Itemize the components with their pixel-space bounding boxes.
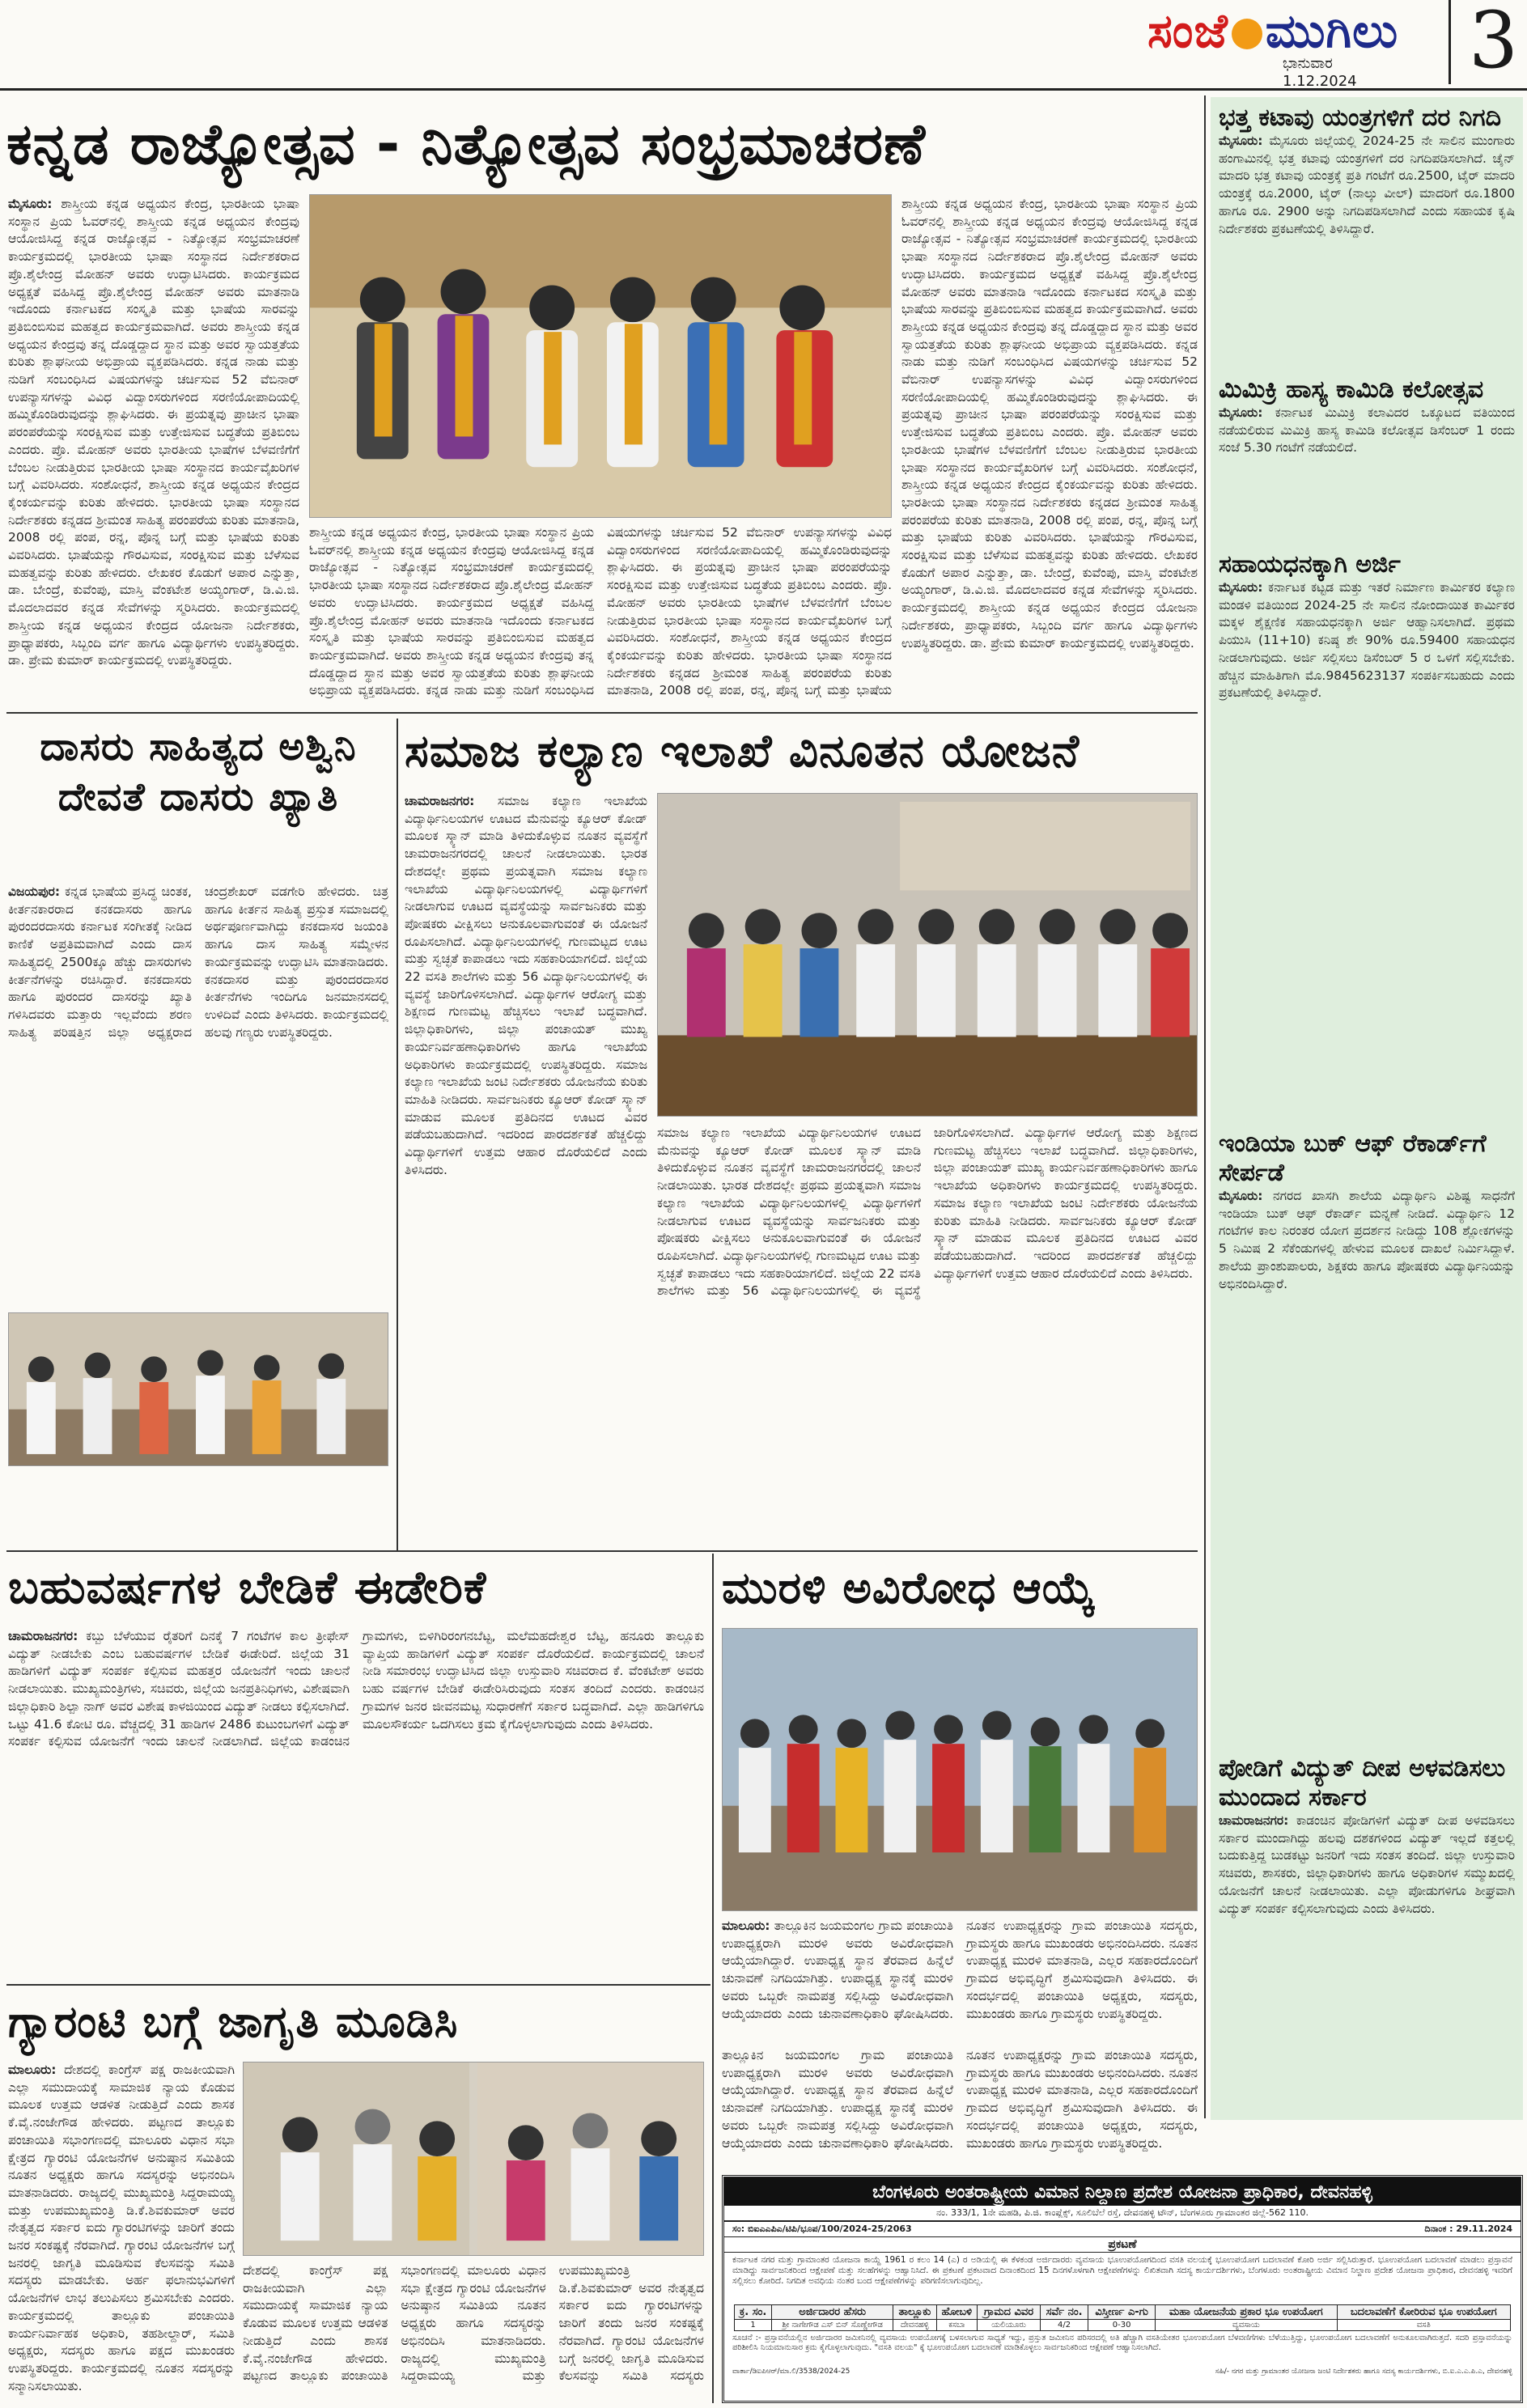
- story1-col4: [901, 196, 1198, 706]
- sidebar-item-body: [1219, 405, 1515, 542]
- notice-table-header-cell: ಬದಲಾವಣೆಗೆ ಕೋರಿರುವ ಭೂ ಉಪಯೋಗ: [1337, 2305, 1510, 2320]
- divider: [712, 2047, 714, 2403]
- notice-signatory: ಸಹಿ/- ನಗರ ಮತ್ತು ಗ್ರಾಮಾಂತರ ಯೋಜನಾ ಜಂಟಿ ನಿರ್ದೇಶಕರು ಹಾಗೂ ಸದಸ್ಯ ಕಾರ್ಯದರ್ಶಿಗಳು, ಬಿ.ಐ.ಎ.ಎ.ಪಿ.ಎ, ದೇವನಹಳ್ಳಿ: [1215, 2368, 1512, 2376]
- story5-headline: ಮುರಳಿ ಅವಿರೋಧ ಆಯ್ಕೆ: [722, 1562, 1096, 1613]
- notice-ref-number: ಸಂ: ಬಿಐಎಎಪಿಎ/ಟಿಪಿ/ಭೂಪ/100/2024-25/2063: [732, 2224, 912, 2234]
- notice-table-header-cell: ತಾಲ್ಲೂಕು: [893, 2305, 936, 2320]
- sidebar-item-body: [1219, 579, 1515, 1121]
- story5-photo: [722, 1628, 1198, 1911]
- sidebar-item-dateline: ಮೈಸೂರು:: [1219, 405, 1263, 420]
- sidebar-item-dateline: ಮೈಸೂರು:: [1219, 1189, 1263, 1203]
- story5-text-continued: ತಾಲ್ಲೂಕಿನ ಜಯಮಂಗಲ ಗ್ರಾಮ ಪಂಚಾಯಿತಿ ಉಪಾಧ್ಯಕ್ಷರಾಗಿ ಮುರಳಿ ಅವರು ಅವಿರೋಧವಾಗಿ ಆಯ್ಕೆಯಾಗಿದ್ದಾರೆ. ಉಪಾಧ್ಯಕ್ಷ ಸ್ಥಾನ ತೆರವಾದ ಹಿನ್ನೆಲೆ ಚುನಾವಣೆ ನಿಗದಿಯಾಗಿತ್ತು. ಉಪಾಧ್ಯಕ್ಷ ಸ್ಥಾನಕ್ಕೆ ಮುರಳಿ ಅವರು ಒಬ್ಬರೇ ನಾಮಪತ್ರ ಸಲ್ಲಿಸಿದ್ದು ಅವಿರೋಧವಾಗಿ ಆಯ್ಕೆಯಾದರು ಎಂದು ಚುನಾವಣಾಧಿಕಾರಿ ಘೋಷಿಸಿದರು. ನೂತನ ಉಪಾಧ್ಯಕ್ಷರನ್ನು ಗ್ರಾಮ ಪಂಚಾಯಿತಿ ಸದಸ್ಯರು, ಗ್ರಾಮಸ್ಥರು ಹಾಗೂ ಮುಖಂಡರು ಅಭಿನಂದಿಸಿದರು. ನೂತನ ಉಪಾಧ್ಯಕ್ಷ ಮುರಳಿ ಮಾತನಾಡಿ, ಎಲ್ಲರ ಸಹಕಾರದೊಂದಿಗೆ ಗ್ರಾಮದ ಅಭಿವೃದ್ಧಿಗೆ ಶ್ರಮಿಸುವುದಾಗಿ ತಿಳಿಸಿದರು. ಈ ಸಂದರ್ಭದಲ್ಲಿ ಪಂಚಾಯಿತಿ ಅಧ್ಯಕ್ಷರು, ಸದಸ್ಯರು, ಮುಖಂಡರು ಹಾಗೂ ಗ್ರಾಮಸ್ಥರು ಉಪಸ್ಥಿತರಿದ್ದರು.: [722, 2048, 1198, 2151]
- story1-continued: [309, 524, 892, 706]
- story3-text-continued: ಸಮಾಜ ಕಲ್ಯಾಣ ಇಲಾಖೆಯ ವಿದ್ಯಾರ್ಥಿನಿಲಯಗಳ ಊಟದ ಮೆನುವನ್ನು ಕ್ಯೂಆರ್ ಕೋಡ್ ಮೂಲಕ ಸ್ಕ್ಯಾನ್ ಮಾಡಿ ತಿಳಿದುಕೊಳ್ಳುವ ನೂತನ ವ್ಯವಸ್ಥೆಗೆ ಚಾಮರಾಜನಗರದಲ್ಲಿ ಚಾಲನೆ ನೀಡಲಾಯಿತು. ಭಾರತ ದೇಶದಲ್ಲೇ ಪ್ರಥಮ ಪ್ರಯತ್ನವಾಗಿ ಸಮಾಜ ಕಲ್ಯಾಣ ಇಲಾಖೆಯ ವಿದ್ಯಾರ್ಥಿನಿಲಯಗಳಲ್ಲಿ ವಿದ್ಯಾರ್ಥಿಗಳಿಗೆ ನೀಡಲಾಗುವ ಊಟದ ವ್ಯವಸ್ಥೆಯನ್ನು ಸಾರ್ವಜನಿಕರು ಮತ್ತು ಪೋಷಕರು ವೀಕ್ಷಿಸಲು ಅನುಕೂಲವಾಗುವಂತೆ ಈ ಯೋಜನೆ ರೂಪಿಸಲಾಗಿದೆ. ವಿದ್ಯಾರ್ಥಿನಿಲಯಗಳಲ್ಲಿ ಗುಣಮಟ್ಟದ ಊಟ ಮತ್ತು ಸ್ವಚ್ಛತೆ ಕಾಪಾಡಲು ಇದು ಸಹಕಾರಿಯಾಗಲಿದೆ. ಜಿಲ್ಲೆಯ 22 ವಸತಿ ಶಾಲೆಗಳು ಮತ್ತು 56 ವಿದ್ಯಾರ್ಥಿನಿಲಯಗಳಲ್ಲಿ ಈ ವ್ಯವಸ್ಥೆ ಜಾರಿಗೊಳಿಸಲಾಗಿದೆ. ವಿದ್ಯಾರ್ಥಿಗಳ ಆರೋಗ್ಯ ಮತ್ತು ಶಿಕ್ಷಣದ ಗುಣಮಟ್ಟ ಹೆಚ್ಚಿಸಲು ಇಲಾಖೆ ಬದ್ಧವಾಗಿದೆ. ಜಿಲ್ಲಾಧಿಕಾರಿಗಳು, ಜಿಲ್ಲಾ ಪಂಚಾಯತ್ ಮುಖ್ಯ ಕಾರ್ಯನಿರ್ವಹಣಾಧಿಕಾರಿಗಳು ಹಾಗೂ ಇಲಾಖೆಯ ಅಧಿಕಾರಿಗಳು ಕಾರ್ಯಕ್ರಮದಲ್ಲಿ ಉಪಸ್ಥಿತರಿದ್ದರು. ಸಮಾಜ ಕಲ್ಯಾಣ ಇಲಾಖೆಯ ಜಂಟಿ ನಿರ್ದೇಶಕರು ಯೋಜನೆಯ ಕುರಿತು ಮಾಹಿತಿ ನೀಡಿದರು. ಸಾರ್ವಜನಿಕರು ಕ್ಯೂಆರ್ ಕೋಡ್ ಸ್ಕ್ಯಾನ್ ಮಾಡುವ ಮೂಲಕ ಪ್ರತಿದಿನದ ಊಟದ ವಿವರ ಪಡೆಯಬಹುದಾಗಿದೆ. ಇದರಿಂದ ಪಾರದರ್ಶಕತೆ ಹೆಚ್ಚಲಿದ್ದು ವಿದ್ಯಾರ್ಥಿಗಳಿಗೆ ಉತ್ತಮ ಆಹಾರ ದೊರೆಯಲಿದೆ ಎಂದು ತಿಳಿಸಿದರು.: [657, 1126, 1198, 1299]
- notice-footer-code: ವಾರ್ತಾ/ಡಿಐಪಿಆರ್/ಮಾ.ಲಿ/3538/2024-25: [732, 2368, 850, 2376]
- story3-cols: [657, 1125, 1198, 1537]
- story4-body: [8, 1628, 704, 1979]
- newspaper-logo: [1147, 3, 1398, 59]
- story2-text: ಕನ್ನಡ ಭಾಷೆಯ ಪ್ರಸಿದ್ಧ ಚಿಂತಕ, ಕೀರ್ತನಕಾರರಾದ ಕನಕದಾಸರು ಹಾಗೂ ಪುರಂದರದಾಸರು ಕರ್ನಾಟಕ ಸಂಗೀತಕ್ಕೆ ನೀಡಿದ ಕಾಣಿಕೆ ಅಪ್ರತಿಮವಾಗಿದೆ ಎಂದು ದಾಸ ಸಾಹಿತ್ಯದಲ್ಲಿ 2500ಕ್ಕೂ ಹೆಚ್ಚು ದಾಸರುಗಳು ಕೀರ್ತನೆಗಳನ್ನು ರಚಿಸಿದ್ದಾರೆ. ಕನಕದಾಸರು ಹಾಗೂ ಪುರಂದರ ದಾಸರನ್ನು ಖ್ಯಾತಿ ಗಳಿಸಿದವರು ಮತ್ತಾರು ಇಲ್ಲವೆಂದು ಶರಣ ಸಾಹಿತ್ಯ ಪರಿಷತ್ತಿನ ಜಿಲ್ಲಾ ಅಧ್ಯಕ್ಷರಾದ ಚಂದ್ರಶೇಖರ್ ವಡಗೇರಿ ಹೇಳಿದರು. ಚಿತ್ರ ಹಾಗೂ ಕೀರ್ತನ ಸಾಹಿತ್ಯ ಪ್ರಸ್ತುತ ಸಮಾಜದಲ್ಲಿ ಅರ್ಥಪೂರ್ಣವಾಗಿದ್ದು ಕನಕದಾಸರ ಜಯಂತಿ ಹಾಗೂ ದಾಸ ಸಾಹಿತ್ಯ ಸಮ್ಮೇಳನ ಕಾರ್ಯಕ್ರಮವನ್ನು ಉದ್ಘಾಟಿಸಿ ಮಾತನಾಡಿದರು. ಕನಕದಾಸರ ಮತ್ತು ಪುರಂದರದಾಸರ ಕೀರ್ತನೆಗಳು ಇಂದಿಗೂ ಜನಮಾನಸದಲ್ಲಿ ಉಳಿದಿವೆ ಎಂದು ತಿಳಿಸಿದರು. ಕಾರ್ಯಕ್ರಮದಲ್ಲಿ ಹಲವು ಗಣ್ಯರು ಉಪಸ್ಥಿತರಿದ್ದರು.: [8, 884, 388, 1040]
- story4-text: ಕಬ್ಬು ಬೆಳೆಯುವ ರೈತರಿಗೆ ದಿನಕ್ಕೆ 7 ಗಂಟೆಗಳ ಕಾಲ ತ್ರೀಫೇಸ್ ವಿದ್ಯುತ್ ನೀಡಬೇಕು ಎಂಬ ಬಹುವರ್ಷಗಳ ಬೇಡಿಕೆ ಈಡೇರಿದೆ. ಜಿಲ್ಲೆಯ 31 ಹಾಡಿಗಳಿಗೆ ವಿದ್ಯುತ್ ಸಂಪರ್ಕ ಕಲ್ಪಿಸುವ ಮಹತ್ತರ ಯೋಜನೆಗೆ ಇಂದು ಚಾಲನೆ ನೀಡಲಾಯಿತು. ಮುಖ್ಯಮಂತ್ರಿಗಳು, ಸಚಿವರು, ಜಿಲ್ಲೆಯ ಜನಪ್ರತಿನಿಧಿಗಳು, ವಿಶೇಷವಾಗಿ ಜಿಲ್ಲಾಧಿಕಾರಿ ಶಿಲ್ಪಾ ನಾಗ್ ಅವರ ವಿಶೇಷ ಕಾಳಜಿಯಿಂದ ವಿದ್ಯುತ್ ನೀಡಲು ಕಲ್ಪಿಸಲಾಗಿದೆ. ಒಟ್ಟು 41.6 ಕೋಟಿ ರೂ. ವೆಚ್ಚದಲ್ಲಿ 31 ಹಾಡಿಗಳ 2486 ಕುಟುಂಬಗಳಿಗೆ ವಿದ್ಯುತ್ ಸಂಪರ್ಕ ಕಲ್ಪಿಸುವ ಯೋಜನೆಗೆ ಇಂದು ಚಾಲನೆ ನೀಡಲಾಗಿದೆ. ಜಿಲ್ಲೆಯ ಕಾಡಂಚಿನ ಗ್ರಾಮಗಳು, ಬಿಳಿಗಿರಿರಂಗನಬೆಟ್ಟ, ಮಲೆಮಹದೇಶ್ವರ ಬೆಟ್ಟ, ಹನೂರು ತಾಲ್ಲೂಕು ವ್ಯಾಪ್ತಿಯ ಹಾಡಿಗಳಿಗೆ ವಿದ್ಯುತ್ ಸಂಪರ್ಕ ದೊರೆಯಲಿದೆ. ಕಾರ್ಯಕ್ರಮದಲ್ಲಿ ಚಾಲನೆ ನೀಡಿ ಸಮಾರಂಭ ಉದ್ಘಾಟಿಸಿದ ಜಿಲ್ಲಾ ಉಸ್ತುವಾರಿ ಸಚಿವರಾದ ಕೆ. ವೆಂಕಟೇಶ್ ಅವರು ಬಹು ವರ್ಷಗಳ ಬೇಡಿಕೆ ಈಡೇರಿಸಿರುವುದು ಸಂತಸ ತಂದಿದೆ ಎಂದರು. ಕಾಡಂಚಿನ ಗ್ರಾಮಗಳ ಜನರ ಜೀವನಮಟ್ಟ ಸುಧಾರಣೆಗೆ ಸರ್ಕಾರ ಬದ್ಧವಾಗಿದೆ. ಎಲ್ಲಾ ಹಾಡಿಗಳಿಗೂ ಮೂಲಸೌಕರ್ಯ ಒದಗಿಸಲು ಕ್ರಮ ಕೈಗೊಳ್ಳಲಾಗುವುದು ಎಂದು ತಿಳಿಸಿದರು.: [8, 1629, 704, 1749]
- sidebar-item: [1219, 1130, 1515, 1746]
- group-photo-icon: [310, 195, 891, 517]
- sidebar-item-title: ಪೋಡಿಗೆ ವಿದ್ಯುತ್ ದೀಪ ಅಳವಡಿಸಲು ಮುಂದಾದ ಸರ್ಕಾರ: [1219, 1754, 1506, 1812]
- issue-date: 1.12.2024: [1283, 73, 1357, 90]
- notice-authority: ಬೆಂಗಳೂರು ಅಂತರಾಷ್ಟ್ರೀಯ ವಿಮಾನ ನಿಲ್ದಾಣ ಪ್ರದೇಶ ಯೋಜನಾ ಪ್ರಾಧಿಕಾರ, ದೇವನಹಳ್ಳಿ: [724, 2177, 1521, 2206]
- story6-photo: [243, 2062, 704, 2256]
- sidebar: [1211, 97, 1523, 2120]
- sidebar-item-text: ಮೈಸೂರು ಜಿಲ್ಲೆಯಲ್ಲಿ 2024-25 ನೇ ಸಾಲಿನ ಮುಂಗಾರು ಹಂಗಾಮಿನಲ್ಲಿ ಭತ್ತ ಕಟಾವು ಯಂತ್ರಗಳಿಗೆ ದರ ನಿಗದಿಪಡಿಸಲಾಗಿದೆ. ಚೈನ್ ಮಾದರಿ ಭತ್ತ ಕಟಾವು ಯಂತ್ರಕ್ಕೆ ಪ್ರತಿ ಗಂಟೆಗೆ ರೂ.2500, ಟೈರ್ ಮಾದರಿ ಯಂತ್ರಕ್ಕೆ ರೂ.2000, ಟೈರ್ (ನಾಲ್ಕು ವೀಲ್) ಮಾದರಿಗೆ ರೂ.1800 ಹಾಗೂ ರೂ. 2900 ಅನ್ನು ನಿಗದಿಪಡಿಸಲಾಗಿದೆ ಎಂದು ಸಹಾಯಕ ಕೃಷಿ ನಿರ್ದೇಶಕರು ಪ್ರಕಟಣೆಯಲ್ಲಿ ತಿಳಿಸಿದ್ದಾರೆ.: [1219, 134, 1515, 236]
- page-number: 3: [1449, 0, 1518, 84]
- sidebar-item-body: [1219, 1812, 1515, 2120]
- logo-part-1: ಸಂಜೆ: [1147, 3, 1228, 58]
- notice-table-cell: 1: [735, 2320, 772, 2331]
- sidebar-item: [1219, 375, 1515, 542]
- sidebar-item-dateline: ಚಾಮರಾಜನಗರ:: [1219, 1813, 1289, 1828]
- story5-headline-box: [722, 1558, 1198, 1623]
- story5-dateline: ಮಾಲೂರು:: [722, 1918, 770, 1933]
- divider: [397, 719, 398, 1550]
- story3-headline: ಸಮಾಜ ಕಲ್ಯಾಣ ಇಲಾಖೆ ವಿನೂತನ ಯೋಜನೆ: [405, 725, 1080, 778]
- story5-text: ತಾಲ್ಲೂಕಿನ ಜಯಮಂಗಲ ಗ್ರಾಮ ಪಂಚಾಯಿತಿ ಉಪಾಧ್ಯಕ್ಷರಾಗಿ ಮುರಳಿ ಅವರು ಅವಿರೋಧವಾಗಿ ಆಯ್ಕೆಯಾಗಿದ್ದಾರೆ. ಉಪಾಧ್ಯಕ್ಷ ಸ್ಥಾನ ತೆರವಾದ ಹಿನ್ನೆಲೆ ಚುನಾವಣೆ ನಿಗದಿಯಾಗಿತ್ತು. ಉಪಾಧ್ಯಕ್ಷ ಸ್ಥಾನಕ್ಕೆ ಮುರಳಿ ಅವರು ಒಬ್ಬರೇ ನಾಮಪತ್ರ ಸಲ್ಲಿಸಿದ್ದು ಅವಿರೋಧವಾಗಿ ಆಯ್ಕೆಯಾದರು ಎಂದು ಚುನಾವಣಾಧಿಕಾರಿ ಘೋಷಿಸಿದರು. ನೂತನ ಉಪಾಧ್ಯಕ್ಷರನ್ನು ಗ್ರಾಮ ಪಂಚಾಯಿತಿ ಸದಸ್ಯರು, ಗ್ರಾಮಸ್ಥರು ಹಾಗೂ ಮುಖಂಡರು ಅಭಿನಂದಿಸಿದರು. ನೂತನ ಉಪಾಧ್ಯಕ್ಷ ಮುರಳಿ ಮಾತನಾಡಿ, ಎಲ್ಲರ ಸಹಕಾರದೊಂದಿಗೆ ಗ್ರಾಮದ ಅಭಿವೃದ್ಧಿಗೆ ಶ್ರಮಿಸುವುದಾಗಿ ತಿಳಿಸಿದರು. ಈ ಸಂದರ್ಭದಲ್ಲಿ ಪಂಚಾಯಿತಿ ಅಧ್ಯಕ್ಷರು, ಸದಸ್ಯರು, ಮುಖಂಡರು ಹಾಗೂ ಗ್ರಾಮಸ್ಥರು ಉಪಸ್ಥಿತರಿದ್ದರು.: [722, 1918, 1198, 2021]
- government-notice: [722, 2175, 1523, 2403]
- notice-table: [734, 2304, 1511, 2331]
- notice-table-cell: ಶ್ರೀ ನಾಗೇಗೌಡ ಎಸ್ ಬಿನ್ ಸೊಣ್ಣೇಗೌಡ: [772, 2320, 893, 2331]
- story1-body-continued: ಶಾಸ್ತ್ರೀಯ ಕನ್ನಡ ಅಧ್ಯಯನ ಕೇಂದ್ರ, ಭಾರತೀಯ ಭಾಷಾ ಸಂಸ್ಥಾನ ಪ್ರಿಯ ಓವರ್‌ನಲ್ಲಿ ಶಾಸ್ತ್ರೀಯ ಕನ್ನಡ ಅಧ್ಯಯನ ಕೇಂದ್ರವು ಆಯೋಜಿಸಿದ್ದ ಕನ್ನಡ ರಾಜ್ಯೋತ್ಸವ - ನಿತ್ಯೋತ್ಸವ ಸಂಭ್ರಮಾಚರಣೆ ಕಾರ್ಯಕ್ರಮದಲ್ಲಿ ಭಾರತೀಯ ಭಾಷಾ ಸಂಸ್ಥಾನದ ನಿರ್ದೇಶಕರಾದ ಪ್ರೊ.ಶೈಲೇಂದ್ರ ಮೋಹನ್ ಅವರು ಉದ್ಘಾಟಿಸಿದರು. ಕಾರ್ಯಕ್ರಮದ ಅಧ್ಯಕ್ಷತೆ ವಹಿಸಿದ್ದ ಪ್ರೊ.ಶೈಲೇಂದ್ರ ಮೋಹನ್ ಅವರು ಮಾತನಾಡಿ ಇದೊಂದು ಕರ್ನಾಟಕದ ಸಂಸ್ಕೃತಿ ಮತ್ತು ಭಾಷೆಯ ಸಾರವನ್ನು ಪ್ರತಿಬಿಂಬಿಸುವ ಮಹತ್ವದ ಕಾರ್ಯಕ್ರಮವಾಗಿದೆ. ಅವರು ಶಾಸ್ತ್ರೀಯ ಕನ್ನಡ ಅಧ್ಯಯನ ಕೇಂದ್ರವು ತನ್ನ ದೊಡ್ಡದ್ದಾದ ಸ್ಥಾನ ಮತ್ತು ಅವರ ಸ್ವಾಯತ್ತತೆಯ ಕುರಿತು ಶ್ಲಾಘನೀಯ ಅಭಿಪ್ರಾಯ ವ್ಯಕ್ತಪಡಿಸಿದರು. ಕನ್ನಡ ನಾಡು ಮತ್ತು ನುಡಿಗೆ ಸಂಬಂಧಿಸಿದ ವಿಷಯಗಳನ್ನು ಚರ್ಚಿಸುವ 52 ವೆಬಿನಾರ್ ಉಪನ್ಯಾಸಗಳನ್ನು ವಿವಿಧ ವಿದ್ವಾಂಸರುಗಳಿಂದ ಸರಣಿಯೋಪಾದಿಯಲ್ಲಿ ಹಮ್ಮಿಕೊಂಡಿರುವುದನ್ನು ಶ್ಲಾಘಿಸಿದರು. ಈ ಪ್ರಯತ್ನವು ಪ್ರಾಚೀನ ಭಾಷಾ ಪರಂಪರೆಯನ್ನು ಸಂರಕ್ಷಿಸುವ ಮತ್ತು ಉತ್ತೇಜಿಸುವ ಬದ್ಧತೆಯ ಪ್ರತಿಬಿಂಬ ಎಂದರು. ಪ್ರೊ. ಮೋಹನ್ ಅವರು ಭಾರತೀಯ ಭಾಷೆಗಳ ಬೆಳವಣಿಗೆಗೆ ಬೆಂಬಲ ನೀಡುತ್ತಿರುವ ಭಾರತೀಯ ಭಾಷಾ ಸಂಸ್ಥಾನದ ಕಾರ್ಯವೈಖರಿಗಳ ಬಗ್ಗೆ ವಿವರಿಸಿದರು. ಸಂಶೋಧನೆ, ಶಾಸ್ತ್ರೀಯ ಕನ್ನಡ ಅಧ್ಯಯನ ಕೇಂದ್ರದ ಕೈಂಕರ್ಯವನ್ನು ಕುರಿತು ಹೇಳಿದರು. ಭಾರತೀಯ ಭಾಷಾ ಸಂಸ್ಥಾನದ ನಿರ್ದೇಶಕರು ಕನ್ನಡದ ಶ್ರೀಮಂತ ಸಾಹಿತ್ಯ ಪರಂಪರೆಯ ಕುರಿತು ಮಾತನಾಡಿ, 2008 ರಲ್ಲಿ ಪಂಪ, ರನ್ನ, ಪೊನ್ನ ಬಗ್ಗೆ ಮತ್ತು ಭಾಷೆಯ: [309, 525, 892, 698]
- masthead: [0, 0, 1527, 91]
- story6-headline: ಗ್ಯಾರಂಟಿ ಬಗ್ಗೆ ಜಾಗೃತಿ ಮೂಡಿಸಿ: [8, 1996, 459, 2047]
- divider: [1204, 95, 1206, 2118]
- divider: [6, 1984, 710, 1986]
- notice-table-header-cell: ಕ್ರ. ಸಂ.: [735, 2305, 772, 2320]
- story6-text-continued: ದೇಶದಲ್ಲಿ ಕಾಂಗ್ರೆಸ್ ಪಕ್ಷ ರಾಜಕೀಯವಾಗಿ ಎಲ್ಲಾ ಸಮುದಾಯಕ್ಕೆ ಸಾಮಾಜಿಕ ನ್ಯಾಯ ಕೊಡುವ ಮೂಲಕ ಉತ್ತಮ ಆಡಳಿತ ನೀಡುತ್ತಿದೆ ಎಂದು ಶಾಸಕ ಕೆ.ವೈ.ನಂಜೇಗೌಡ ಹೇಳಿದರು. ಪಟ್ಟಣದ ತಾಲ್ಲೂಕು ಪಂಚಾಯಿತಿ ಸಭಾಂಗಣದಲ್ಲಿ ಮಾಲೂರು ವಿಧಾನ ಸಭಾ ಕ್ಷೇತ್ರದ ಗ್ಯಾರಂಟಿ ಯೋಜನೆಗಳ ಅನುಷ್ಠಾನ ಸಮಿತಿಯ ನೂತನ ಅಧ್ಯಕ್ಷರು ಹಾಗೂ ಸದಸ್ಯರನ್ನು ಅಭಿನಂದಿಸಿ ಮಾತನಾಡಿದರು. ರಾಜ್ಯದಲ್ಲಿ ಮುಖ್ಯಮಂತ್ರಿ ಸಿದ್ದರಾಮಯ್ಯ ಮತ್ತು ಉಪಮುಖ್ಯಮಂತ್ರಿ ಡಿ.ಕೆ.ಶಿವಕುಮಾರ್ ಅವರ ನೇತೃತ್ವದ ಸರ್ಕಾರ ಐದು ಗ್ಯಾರಂಟಿಗಳನ್ನು ಜಾರಿಗೆ ತಂದು ಜನರ ಸಂಕಷ್ಟಕ್ಕೆ ನೆರವಾಗಿದೆ. ಗ್ಯಾರಂಟಿ ಯೋಜನೆಗಳ ಬಗ್ಗೆ ಜನರಲ್ಲಿ ಜಾಗೃತಿ ಮೂಡಿಸುವ ಕೆಲಸವನ್ನು ಸಮಿತಿ ಸದಸ್ಯರು: [243, 2263, 704, 2384]
- sidebar-item: [1219, 1754, 1515, 2120]
- logo-part-2: ಮುಗಿಲು: [1265, 3, 1399, 58]
- story6-text: ದೇಶದಲ್ಲಿ ಕಾಂಗ್ರೆಸ್ ಪಕ್ಷ ರಾಜಕೀಯವಾಗಿ ಎಲ್ಲಾ ಸಮುದಾಯಕ್ಕೆ ಸಾಮಾಜಿಕ ನ್ಯಾಯ ಕೊಡುವ ಮೂಲಕ ಉತ್ತಮ ಆಡಳಿತ ನೀಡುತ್ತಿದೆ ಎಂದು ಶಾಸಕ ಕೆ.ವೈ.ನಂಜೇಗೌಡ ಹೇಳಿದರು. ಪಟ್ಟಣದ ತಾಲ್ಲೂಕು ಪಂಚಾಯಿತಿ ಸಭಾಂಗಣದಲ್ಲಿ ಮಾಲೂರು ವಿಧಾನ ಸಭಾ ಕ್ಷೇತ್ರದ ಗ್ಯಾರಂಟಿ ಯೋಜನೆಗಳ ಅನುಷ್ಠಾನ ಸಮಿತಿಯ ನೂತನ ಅಧ್ಯಕ್ಷರು ಹಾಗೂ ಸದಸ್ಯರನ್ನು ಅಭಿನಂದಿಸಿ ಮಾತನಾಡಿದರು. ರಾಜ್ಯದಲ್ಲಿ ಮುಖ್ಯಮಂತ್ರಿ ಸಿದ್ದರಾಮಯ್ಯ ಮತ್ತು ಉಪಮುಖ್ಯಮಂತ್ರಿ ಡಿ.ಕೆ.ಶಿವಕುಮಾರ್ ಅವರ ನೇತೃತ್ವದ ಸರ್ಕಾರ ಐದು ಗ್ಯಾರಂಟಿಗಳನ್ನು ಜಾರಿಗೆ ತಂದು ಜನರ ಸಂಕಷ್ಟಕ್ಕೆ ನೆರವಾಗಿದೆ. ಗ್ಯಾರಂಟಿ ಯೋಜನೆಗಳ ಬಗ್ಗೆ ಜನರಲ್ಲಿ ಜಾಗೃತಿ ಮೂಡಿಸುವ ಕೆಲಸವನ್ನು ಸಮಿತಿ ಸದಸ್ಯರು ಮಾಡಬೇಕು. ಅರ್ಹ ಫಲಾನುಭವಿಗಳಿಗೆ ಯೋಜನೆಗಳ ಲಾಭ ತಲುಪಿಸಲು ಶ್ರಮಿಸಬೇಕು ಎಂದರು. ಕಾರ್ಯಕ್ರಮದಲ್ಲಿ ತಾಲ್ಲೂಕು ಪಂಚಾಯಿತಿ ಕಾರ್ಯನಿರ್ವಾಹಕ ಅಧಿಕಾರಿ, ತಹಶೀಲ್ದಾರ್, ಸಮಿತಿ ಅಧ್ಯಕ್ಷರು, ಸದಸ್ಯರು ಹಾಗೂ ಪಕ್ಷದ ಮುಖಂಡರು ಉಪಸ್ಥಿತರಿದ್ದರು. ಕಾರ್ಯಕ್ರಮದಲ್ಲಿ ನೂತನ ಸದಸ್ಯರನ್ನು ಸನ್ಮಾನಿಸಲಾಯಿತು.: [8, 2062, 235, 2393]
- notice-table-cell: ದೇವನಹಳ್ಳಿ: [893, 2320, 936, 2331]
- table-row: [735, 2320, 1511, 2331]
- divider: [712, 1554, 714, 2047]
- story6-headline-box: [8, 1992, 704, 2057]
- story3-dateline: ಚಾಮರಾಜನಗರ:: [405, 794, 475, 808]
- notice-address: ನಂ. 333/1, 1ನೇ ಮಹಡಿ, ಪಿ.ಜಿ. ಕಾಂಪ್ಲೆಕ್ಸ್, ಸೂಲಿಬೆಲೆ ರಸ್ತೆ, ದೇವನಹಳ್ಳಿ ಟೌನ್, ಬೆಂಗಳೂರು ಗ್ರಾಮಾಂತರ ಜಿಲ್ಲೆ-562 110.: [724, 2206, 1521, 2222]
- notice-table-cell: ವಸತಿ: [1337, 2320, 1510, 2331]
- story1-headline-box: [6, 102, 1198, 191]
- sidebar-item-title: ಮಿಮಿಕ್ರಿ ಹಾಸ್ಯ ಕಾಮಿಡಿ ಕಲೋತ್ಸವ: [1219, 375, 1484, 404]
- story2-headline-box: [8, 722, 388, 875]
- notice-footer: [724, 2367, 1521, 2376]
- notice-intro: ಕರ್ನಾಟಕ ನಗರ ಮತ್ತು ಗ್ರಾಮಾಂತರ ಯೋಜನಾ ಕಾಯ್ದೆ 1961 ರ ಕಲಂ 14 (ಎ) ರ ಅಡಿಯಲ್ಲಿ ಈ ಕೆಳಕಂಡ ಅರ್ಜಿದಾರರು ವ್ಯವಸಾಯ ಭೂಉಪಯೋಗದಿಂದ ವಸತಿ ವಲಯಕ್ಕೆ ಭೂಉಪಯೋಗ ಬದಲಾವಣೆ ಕೋರಿ ಅರ್ಜಿ ಸಲ್ಲಿಸಿರುತ್ತಾರೆ. ಭೂಉಪಯೋಗ ಬದಲಾವಣೆ ಮಾಡಲು ಪ್ರಸ್ತಾವನೆ ಮಾಡಿದ್ದು ಸಾರ್ವಜನಿಕರಿಂದ ಆಕ್ಷೇಪಣೆ ಮತ್ತು ಸಲಹೆಗಳನ್ನು ಆಹ್ವಾನಿಸಿದೆ. ಈ ಪ್ರಕಟಣೆ ಪ್ರಕಟವಾದ ದಿನಾಂಕದಿಂದ 15 ದಿನಗಳೊಳಗಾಗಿ ಆಕ್ಷೇಪಣೆಗಳನ್ನು ಲಿಖಿತವಾಗಿ ಸದಸ್ಯ ಕಾರ್ಯದರ್ಶಿಗಳು, ಬೆಂಗಳೂರು ಅಂತರಾಷ್ಟ್ರೀಯ ವಿಮಾನ ನಿಲ್ದಾಣ ಪ್ರದೇಶ ಯೋಜನಾ ಪ್ರಾಧಿಕಾರ, ದೇವನಹಳ್ಳಿ ಇವರಿಗೆ ಸಲ್ಲಿಸಲು ಕೋರಿದೆ. ನಿಗದಿತ ಅವಧಿಯ ನಂತರ ಬಂದ ಆಕ್ಷೇಪಣೆಗಳನ್ನು ಪರಿಗಣಿಸಲಾಗುವುದಿಲ್ಲ.: [732, 2255, 1512, 2286]
- story5-body: [722, 1918, 1198, 2044]
- story1-col1: [8, 196, 299, 706]
- sidebar-item: [1219, 104, 1515, 367]
- notice-table-header-cell: ಸರ್ವೆ ನಂ.: [1040, 2305, 1088, 2320]
- story2-dateline: ವಿಜಯಪುರ:: [8, 884, 61, 899]
- divider: [6, 712, 1198, 714]
- event-photo-icon: [244, 2062, 703, 2255]
- sidebar-item-title: ಸಹಾಯಧನಕ್ಕಾಗಿ ಅರ್ಜಿ: [1219, 550, 1401, 579]
- story6-col1: [8, 2062, 235, 2402]
- story1-photo: [309, 194, 892, 518]
- story4-headline: ಬಹುವರ್ಷಗಳ ಬೇಡಿಕೆ ಈಡೇರಿಕೆ: [8, 1562, 487, 1614]
- notice-table-header-cell: ಹೋಬಳಿ: [936, 2305, 978, 2320]
- sidebar-item-text: ಕರ್ನಾಟಕ ಕಟ್ಟಡ ಮತ್ತು ಇತರೆ ನಿರ್ಮಾಣ ಕಾರ್ಮಿಕರ ಕಲ್ಯಾಣ ಮಂಡಳಿ ವತಿಯಿಂದ 2024-25 ನೇ ಸಾಲಿನ ನೋಂದಾಯಿತ ಕಾರ್ಮಿಕರ ಮಕ್ಕಳ ಶೈಕ್ಷಣಿಕ ಸಹಾಯಧನಕ್ಕಾಗಿ ಅರ್ಜಿ ಆಹ್ವಾನಿಸಲಾಗಿದೆ. ಪ್ರಥಮ ಪಿಯುಸಿ (11+10) ಕನಿಷ್ಠ ಶೇ 90% ರೂ.59400 ಸಹಾಯಧನ ನೀಡಲಾಗುವುದು. ಅರ್ಜಿ ಸಲ್ಲಿಸಲು ಡಿಸೆಂಬರ್ 5 ರ ಒಳಗೆ ಸಲ್ಲಿಸಬೇಕು. ಹೆಚ್ಚಿನ ಮಾಹಿತಿಗಾಗಿ ಮೊ.9845623137 ಸಂಪರ್ಕಿಸಬಹುದು ಎಂದು ಪ್ರಕಟಣೆಯಲ್ಲಿ ತಿಳಿಸಿದ್ದಾರೆ.: [1219, 580, 1515, 701]
- notice-table-cell: ಯಲಿಯೂರು: [978, 2320, 1041, 2331]
- story1-headline: ಕನ್ನಡ ರಾಜ್ಯೋತ್ಸವ - ನಿತ್ಯೋತ್ಸವ ಸಂಭ್ರಮಾಚರಣೆ: [6, 111, 927, 177]
- notice-title: ಪ್ರಕಟಣೆ: [724, 2237, 1521, 2253]
- story1-dateline: ಮೈಸೂರು:: [8, 197, 53, 211]
- story6-cols: [243, 2262, 704, 2402]
- notice-table-header-cell: ಗ್ರಾಮದ ವಿವರ: [978, 2305, 1041, 2320]
- story3-photo: [657, 793, 1198, 1117]
- story5-body-continued: [722, 2047, 1198, 2168]
- issue-day: ಭಾನುವಾರ: [1283, 55, 1333, 72]
- story3-text: ಸಮಾಜ ಕಲ್ಯಾಣ ಇಲಾಖೆಯ ವಿದ್ಯಾರ್ಥಿನಿಲಯಗಳ ಊಟದ ಮೆನುವನ್ನು ಕ್ಯೂಆರ್ ಕೋಡ್ ಮೂಲಕ ಸ್ಕ್ಯಾನ್ ಮಾಡಿ ತಿಳಿದುಕೊಳ್ಳುವ ನೂತನ ವ್ಯವಸ್ಥೆಗೆ ಚಾಮರಾಜನಗರದಲ್ಲಿ ಚಾಲನೆ ನೀಡಲಾಯಿತು. ಭಾರತ ದೇಶದಲ್ಲೇ ಪ್ರಥಮ ಪ್ರಯತ್ನವಾಗಿ ಸಮಾಜ ಕಲ್ಯಾಣ ಇಲಾಖೆಯ ವಿದ್ಯಾರ್ಥಿನಿಲಯಗಳಲ್ಲಿ ವಿದ್ಯಾರ್ಥಿಗಳಿಗೆ ನೀಡಲಾಗುವ ಊಟದ ವ್ಯವಸ್ಥೆಯನ್ನು ಸಾರ್ವಜನಿಕರು ಮತ್ತು ಪೋಷಕರು ವೀಕ್ಷಿಸಲು ಅನುಕೂಲವಾಗುವಂತೆ ಈ ಯೋಜನೆ ರೂಪಿಸಲಾಗಿದೆ. ವಿದ್ಯಾರ್ಥಿನಿಲಯಗಳಲ್ಲಿ ಗುಣಮಟ್ಟದ ಊಟ ಮತ್ತು ಸ್ವಚ್ಛತೆ ಕಾಪಾಡಲು ಇದು ಸಹಕಾರಿಯಾಗಲಿದೆ. ಜಿಲ್ಲೆಯ 22 ವಸತಿ ಶಾಲೆಗಳು ಮತ್ತು 56 ವಿದ್ಯಾರ್ಥಿನಿಲಯಗಳಲ್ಲಿ ಈ ವ್ಯವಸ್ಥೆ ಜಾರಿಗೊಳಿಸಲಾಗಿದೆ. ವಿದ್ಯಾರ್ಥಿಗಳ ಆರೋಗ್ಯ ಮತ್ತು ಶಿಕ್ಷಣದ ಗುಣಮಟ್ಟ ಹೆಚ್ಚಿಸಲು ಇಲಾಖೆ ಬದ್ಧವಾಗಿದೆ. ಜಿಲ್ಲಾಧಿಕಾರಿಗಳು, ಜಿಲ್ಲಾ ಪಂಚಾಯತ್ ಮುಖ್ಯ ಕಾರ್ಯನಿರ್ವಹಣಾಧಿಕಾರಿಗಳು ಹಾಗೂ ಇಲಾಖೆಯ ಅಧಿಕಾರಿಗಳು ಕಾರ್ಯಕ್ರಮದಲ್ಲಿ ಉಪಸ್ಥಿತರಿದ್ದರು. ಸಮಾಜ ಕಲ್ಯಾಣ ಇಲಾಖೆಯ ಜಂಟಿ ನಿರ್ದೇಶಕರು ಯೋಜನೆಯ ಕುರಿತು ಮಾಹಿತಿ ನೀಡಿದರು. ಸಾರ್ವಜನಿಕರು ಕ್ಯೂಆರ್ ಕೋಡ್ ಸ್ಕ್ಯಾನ್ ಮಾಡುವ ಮೂಲಕ ಪ್ರತಿದಿನದ ಊಟದ ವಿವರ ಪಡೆಯಬಹುದಾಗಿದೆ. ಇದರಿಂದ ಪಾರದರ್ಶಕತೆ ಹೆಚ್ಚಲಿದ್ದು ವಿದ್ಯಾರ್ಥಿಗಳಿಗೆ ಉತ್ತಮ ಆಹಾರ ದೊರೆಯಲಿದೆ ಎಂದು ತಿಳಿಸಿದರು.: [405, 794, 647, 1177]
- sidebar-item-body: [1219, 1188, 1515, 1746]
- group-photo-icon: [723, 1629, 1197, 1910]
- sun-icon: [1232, 19, 1262, 49]
- notice-ref-row: [724, 2222, 1521, 2237]
- sidebar-item-title: ಭತ್ತ ಕಟಾವು ಯಂತ್ರಗಳಿಗೆ ದರ ನಿಗದಿ: [1219, 104, 1502, 132]
- notice-date: ದಿನಾಂಕ : 29.11.2024: [1424, 2224, 1512, 2234]
- notice-footnote: ಸೂಚನೆ :- ಪ್ರಸ್ತಾವನೆಯಲ್ಲಿನ ಅರ್ಜಿದಾರರ ಜಮೀನಿನಲ್ಲಿ ವ್ಯವಸಾಯ ಉಪಯೋಗಕ್ಕೆ ಬಳಸಲಾಗುವ ಸಾಧ್ಯತೆ ಇದ್ದು, ಪ್ರಸ್ತುತ ಜಮೀನಿನ ಪರಿಸರದಲ್ಲಿ ಅತಿ ಹೆಚ್ಚಾಗಿ ವಸತಿಯೇತರ ಭೂಉಪಯೋಗ ಬೆಳವಣಿಗೆಗಳು ಬೆಳೆಯುತ್ತಿದ್ದು, ಭೂಉಪಯೋಗ ಬದಲಾವಣೆಗೆ ಅನುಕೂಲವಾಗಿರುತ್ತದೆ. ಸದರಿ ಪ್ರಸ್ತಾವನೆಯನ್ನು ಪರಿಶೀಲಿಸಿ ನಿಯಮಾನುಸಾರ ಕ್ರಮ ಕೈಗೊಳ್ಳಲಾಗುವುದು. "ವಸತಿ ವಲಯ" ಕ್ಕೆ ಭೂಉಪಯೋಗ ಬದಲಾವಣೆ ಮಾಡಿಕೊಳ್ಳಲು ಸಾರ್ವಜನಿಕರಿಂದ ಆಕ್ಷೇಪಣೆ ಆಹ್ವಾನಿಸಲಾಗಿದೆ.: [732, 2334, 1512, 2352]
- sidebar-item-text: ನಗರದ ಖಾಸಗಿ ಶಾಲೆಯ ವಿದ್ಯಾರ್ಥಿನಿ ವಿಶಿಷ್ಟ ಸಾಧನೆಗೆ ಇಂಡಿಯಾ ಬುಕ್ ಆಫ್ ರೆಕಾರ್ಡ್ ಮನ್ನಣೆ ನೀಡಿದೆ. ವಿದ್ಯಾರ್ಥಿನಿ 12 ಗಂಟೆಗಳ ಕಾಲ ನಿರಂತರ ಯೋಗ ಪ್ರದರ್ಶನ ನೀಡಿದ್ದು 108 ಶ್ಲೋಕಗಳನ್ನು 5 ನಿಮಿಷ 2 ಸೆಕೆಂಡುಗಳಲ್ಲಿ ಹೇಳುವ ಮೂಲಕ ದಾಖಲೆ ನಿರ್ಮಿಸಿದ್ದಾಳೆ. ಶಾಲೆಯ ಪ್ರಾಂಶುಪಾಲರು, ಶಿಕ್ಷಕರು ಹಾಗೂ ಪೋಷಕರು ವಿದ್ಯಾರ್ಥಿನಿಯನ್ನು ಅಭಿನಂದಿಸಿದ್ದಾರೆ.: [1219, 1189, 1515, 1291]
- story2-body: [8, 884, 388, 1304]
- notice-table-header: [735, 2305, 1511, 2320]
- story3-col1: [405, 793, 647, 1537]
- group-photo-icon: [9, 1313, 388, 1465]
- story4-headline-box: [8, 1558, 704, 1623]
- sidebar-item-title: ಇಂಡಿಯಾ ಬುಕ್ ಆಫ್ ರೆಕಾರ್ಡ್‌ಗೆ ಸೇರ್ಪಡೆ: [1219, 1130, 1487, 1187]
- divider: [6, 1550, 1198, 1552]
- notice-table-cell: 0-30: [1088, 2320, 1156, 2331]
- event-photo-icon: [658, 794, 1197, 1116]
- sidebar-item-dateline: ಮೈಸೂರು:: [1219, 134, 1263, 148]
- story1-lead-part: ಶಾಸ್ತ್ರೀಯ ಕನ್ನಡ ಅಧ್ಯಯನ ಕೇಂದ್ರ, ಭಾರತೀಯ ಭಾಷಾ ಸಂಸ್ಥಾನ ಪ್ರಿಯ ಓವರ್‌ನಲ್ಲಿ ಶಾಸ್ತ್ರೀಯ ಕನ್ನಡ ಅಧ್ಯಯನ ಕೇಂದ್ರವು ಆಯೋಜಿಸಿದ್ದ ಕನ್ನಡ ರಾಜ್ಯೋತ್ಸವ - ನಿತ್ಯೋತ್ಸವ ಸಂಭ್ರಮಾಚರಣೆ ಕಾರ್ಯಕ್ರಮದಲ್ಲಿ ಭಾರತೀಯ ಭಾಷಾ ಸಂಸ್ಥಾನದ ನಿರ್ದೇಶಕರಾದ ಪ್ರೊ.ಶೈಲೇಂದ್ರ ಮೋಹನ್ ಅವರು ಉದ್ಘಾಟಿಸಿದರು. ಕಾರ್ಯಕ್ರಮದ ಅಧ್ಯಕ್ಷತೆ ವಹಿಸಿದ್ದ ಪ್ರೊ.ಶೈಲೇಂದ್ರ ಮೋಹನ್ ಅವರು ಮಾತನಾಡಿ ಇದೊಂದು ಕರ್ನಾಟಕದ ಸಂಸ್ಕೃತಿ ಮತ್ತು ಭಾಷೆಯ ಸಾರವನ್ನು ಪ್ರತಿಬಿಂಬಿಸುವ ಮಹತ್ವದ ಕಾರ್ಯಕ್ರಮವಾಗಿದೆ. ಅವರು ಶಾಸ್ತ್ರೀಯ ಕನ್ನಡ ಅಧ್ಯಯನ ಕೇಂದ್ರವು ತನ್ನ ದೊಡ್ಡದ್ದಾದ ಸ್ಥಾನ ಮತ್ತು ಅವರ ಸ್ವಾಯತ್ತತೆಯ ಕುರಿತು ಶ್ಲಾಘನೀಯ ಅಭಿಪ್ರಾಯ ವ್ಯಕ್ತಪಡಿಸಿದರು. ಕನ್ನಡ ನಾಡು ಮತ್ತು ನುಡಿಗೆ ಸಂಬಂಧಿಸಿದ ವಿಷಯಗಳನ್ನು ಚರ್ಚಿಸುವ 52 ವೆಬಿನಾರ್ ಉಪನ್ಯಾಸಗಳನ್ನು ವಿವಿಧ ವಿದ್ವಾಂಸರುಗಳಿಂದ ಸರಣಿಯೋಪಾದಿಯಲ್ಲಿ ಹಮ್ಮಿಕೊಂಡಿರುವುದನ್ನು ಶ್ಲಾಘಿಸಿದರು. ಈ ಪ್ರಯತ್ನವು ಪ್ರಾಚೀನ ಭಾಷಾ ಪರಂಪರೆಯನ್ನು ಸಂರಕ್ಷಿಸುವ ಮತ್ತು ಉತ್ತೇಜಿಸುವ ಬದ್ಧತೆಯ ಪ್ರತಿಬಿಂಬ ಎಂದರು. ಪ್ರೊ. ಮೋಹನ್ ಅವರು ಭಾರತೀಯ ಭಾಷೆಗಳ ಬೆಳವಣಿಗೆಗೆ ಬೆಂಬಲ ನೀಡುತ್ತಿರುವ ಭಾರತೀಯ ಭಾಷಾ ಸಂಸ್ಥಾನದ ಕಾರ್ಯವೈಖರಿಗಳ ಬಗ್ಗೆ ವಿವರಿಸಿದರು. ಸಂಶೋಧನೆ, ಶಾಸ್ತ್ರೀಯ ಕನ್ನಡ ಅಧ್ಯಯನ ಕೇಂದ್ರದ ಕೈಂಕರ್ಯವನ್ನು ಕುರಿತು ಹೇಳಿದರು. ಭಾರತೀಯ ಭಾಷಾ ಸಂಸ್ಥಾನದ ನಿರ್ದೇಶಕರು ಕನ್ನಡದ ಶ್ರೀಮಂತ ಸಾಹಿತ್ಯ ಪರಂಪರೆಯ ಕುರಿತು ಮಾತನಾಡಿ, 2008 ರಲ್ಲಿ ಪಂಪ, ರನ್ನ, ಪೊನ್ನ ಬಗ್ಗೆ ಮತ್ತು ಭಾಷೆಯ ಕುರಿತು ವಿವರಿಸಿದರು. ಭಾಷೆಯನ್ನು ಗೌರವಿಸುವ, ಸಂರಕ್ಷಿಸುವ ಮತ್ತು ಬೆಳೆಸುವ ಮಹತ್ವವನ್ನು ಕುರಿತು ಹೇಳಿದರು. ಲೇಖಕರ ಕೊಡುಗೆ ಅಪಾರ ಎನ್ನುತ್ತಾ, ಡಾ. ಬೇಂದ್ರೆ, ಕುವೆಂಪು, ಮಾಸ್ತಿ ವೆಂಕಟೇಶ ಅಯ್ಯಂಗಾರ್, ಡಿ.ವಿ.ಜಿ. ಮೊದಲಾದವರ ಕನ್ನಡ ಸೇವೆಗಳನ್ನು ಸ್ಮರಿಸಿದರು. ಕಾರ್ಯಕ್ರಮದಲ್ಲಿ ಶಾಸ್ತ್ರೀಯ ಕನ್ನಡ ಅಧ್ಯಯನ ಕೇಂದ್ರದ ಯೋಜನಾ ನಿರ್ದೇಶಕರು, ಪ್ರಾಧ್ಯಾಪಕರು, ಸಿಬ್ಬಂದಿ ವರ್ಗ ಹಾಗೂ ವಿದ್ಯಾರ್ಥಿಗಳು ಉಪಸ್ಥಿತರಿದ್ದರು. ಡಾ. ಪ್ರೇಮ ಕುಮಾರ್ ಕಾರ್ಯಕ್ರಮದಲ್ಲಿ ಉಪಸ್ಥಿತರಿದ್ದರು.: [8, 197, 299, 668]
- notice-table-cell: ಕಸಬಾ: [936, 2320, 978, 2331]
- sidebar-item: [1219, 550, 1515, 1121]
- story2-photo: [8, 1312, 388, 1466]
- sidebar-item-text: ಕಾಡಂಚಿನ ಪೋಡಿಗಳಿಗೆ ವಿದ್ಯುತ್ ದೀಪ ಅಳವಡಿಸಲು ಸರ್ಕಾರ ಮುಂದಾಗಿದ್ದು ಹಲವು ದಶಕಗಳಿಂದ ವಿದ್ಯುತ್ ಇಲ್ಲದೆ ಕತ್ತಲಲ್ಲಿ ಬದುಕುತ್ತಿದ್ದ ಬುಡಕಟ್ಟು ಜನರಿಗೆ ಇದು ಸಂತಸ ತಂದಿದೆ. ಜಿಲ್ಲಾ ಉಸ್ತುವಾರಿ ಸಚಿವರು, ಶಾಸಕರು, ಜಿಲ್ಲಾಧಿಕಾರಿಗಳು ಹಾಗೂ ಅಧಿಕಾರಿಗಳ ಸಮ್ಮುಖದಲ್ಲಿ ಯೋಜನೆಗೆ ಚಾಲನೆ ನೀಡಲಾಯಿತು. ಎಲ್ಲಾ ಪೋಡುಗಳಿಗೂ ಶೀಘ್ರವಾಗಿ ವಿದ್ಯುತ್ ಸಂಪರ್ಕ ಕಲ್ಪಿಸಲಾಗುವುದು ಎಂದು ತಿಳಿಸಿದರು.: [1219, 1813, 1515, 1916]
- story6-dateline: ಮಾಲೂರು:: [8, 2062, 57, 2077]
- sidebar-item-text: ಕರ್ನಾಟಕ ಮಿಮಿಕ್ರಿ ಕಲಾವಿದರ ಒಕ್ಕೂಟದ ವತಿಯಿಂದ ನಡೆಯಲಿರುವ ಮಿಮಿಕ್ರಿ ಹಾಸ್ಯ ಕಾಮಿಡಿ ಕಲೋತ್ಸವ ಡಿಸೆಂಬರ್ 1 ರಂದು ಸಂಜೆ 5.30 ಗಂಟೆಗೆ ನಡೆಯಲಿದೆ.: [1219, 405, 1515, 456]
- story4-dateline: ಚಾಮರಾಜನಗರ:: [8, 1629, 78, 1643]
- story2-headline: ದಾಸರು ಸಾಹಿತ್ಯದ ಅಶ್ವಿನಿ ದೇವತೆ ದಾಸರು ಖ್ಯಾತಿ: [40, 724, 357, 820]
- notice-table-cell: ವ್ಯವಸಾಯ: [1155, 2320, 1337, 2331]
- notice-table-header-cell: ಅರ್ಜಿದಾರರ ಹೆಸರು: [772, 2305, 893, 2320]
- sidebar-item-dateline: ಮೈಸೂರು:: [1219, 580, 1263, 595]
- story3-headline-box: [405, 722, 1198, 786]
- notice-table-header-cell: ವಿಸ್ತೀರ್ಣ ಎ-ಗು: [1088, 2305, 1156, 2320]
- sidebar-item-body: [1219, 133, 1515, 367]
- story1-body-col4: ಶಾಸ್ತ್ರೀಯ ಕನ್ನಡ ಅಧ್ಯಯನ ಕೇಂದ್ರ, ಭಾರತೀಯ ಭಾಷಾ ಸಂಸ್ಥಾನ ಪ್ರಿಯ ಓವರ್‌ನಲ್ಲಿ ಶಾಸ್ತ್ರೀಯ ಕನ್ನಡ ಅಧ್ಯಯನ ಕೇಂದ್ರವು ಆಯೋಜಿಸಿದ್ದ ಕನ್ನಡ ರಾಜ್ಯೋತ್ಸವ - ನಿತ್ಯೋತ್ಸವ ಸಂಭ್ರಮಾಚರಣೆ ಕಾರ್ಯಕ್ರಮದಲ್ಲಿ ಭಾರತೀಯ ಭಾಷಾ ಸಂಸ್ಥಾನದ ನಿರ್ದೇಶಕರಾದ ಪ್ರೊ.ಶೈಲೇಂದ್ರ ಮೋಹನ್ ಅವರು ಉದ್ಘಾಟಿಸಿದರು. ಕಾರ್ಯಕ್ರಮದ ಅಧ್ಯಕ್ಷತೆ ವಹಿಸಿದ್ದ ಪ್ರೊ.ಶೈಲೇಂದ್ರ ಮೋಹನ್ ಅವರು ಮಾತನಾಡಿ ಇದೊಂದು ಕರ್ನಾಟಕದ ಸಂಸ್ಕೃತಿ ಮತ್ತು ಭಾಷೆಯ ಸಾರವನ್ನು ಪ್ರತಿಬಿಂಬಿಸುವ ಮಹತ್ವದ ಕಾರ್ಯಕ್ರಮವಾಗಿದೆ. ಅವರು ಶಾಸ್ತ್ರೀಯ ಕನ್ನಡ ಅಧ್ಯಯನ ಕೇಂದ್ರವು ತನ್ನ ದೊಡ್ಡದ್ದಾದ ಸ್ಥಾನ ಮತ್ತು ಅವರ ಸ್ವಾಯತ್ತತೆಯ ಕುರಿತು ಶ್ಲಾಘನೀಯ ಅಭಿಪ್ರಾಯ ವ್ಯಕ್ತಪಡಿಸಿದರು. ಕನ್ನಡ ನಾಡು ಮತ್ತು ನುಡಿಗೆ ಸಂಬಂಧಿಸಿದ ವಿಷಯಗಳನ್ನು ಚರ್ಚಿಸುವ 52 ವೆಬಿನಾರ್ ಉಪನ್ಯಾಸಗಳನ್ನು ವಿವಿಧ ವಿದ್ವಾಂಸರುಗಳಿಂದ ಸರಣಿಯೋಪಾದಿಯಲ್ಲಿ ಹಮ್ಮಿಕೊಂಡಿರುವುದನ್ನು ಶ್ಲಾಘಿಸಿದರು. ಈ ಪ್ರಯತ್ನವು ಪ್ರಾಚೀನ ಭಾಷಾ ಪರಂಪರೆಯನ್ನು ಸಂರಕ್ಷಿಸುವ ಮತ್ತು ಉತ್ತೇಜಿಸುವ ಬದ್ಧತೆಯ ಪ್ರತಿಬಿಂಬ ಎಂದರು. ಪ್ರೊ. ಮೋಹನ್ ಅವರು ಭಾರತೀಯ ಭಾಷೆಗಳ ಬೆಳವಣಿಗೆಗೆ ಬೆಂಬಲ ನೀಡುತ್ತಿರುವ ಭಾರತೀಯ ಭಾಷಾ ಸಂಸ್ಥಾನದ ಕಾರ್ಯವೈಖರಿಗಳ ಬಗ್ಗೆ ವಿವರಿಸಿದರು. ಸಂಶೋಧನೆ, ಶಾಸ್ತ್ರೀಯ ಕನ್ನಡ ಅಧ್ಯಯನ ಕೇಂದ್ರದ ಕೈಂಕರ್ಯವನ್ನು ಕುರಿತು ಹೇಳಿದರು. ಭಾರತೀಯ ಭಾಷಾ ಸಂಸ್ಥಾನದ ನಿರ್ದೇಶಕರು ಕನ್ನಡದ ಶ್ರೀಮಂತ ಸಾಹಿತ್ಯ ಪರಂಪರೆಯ ಕುರಿತು ಮಾತನಾಡಿ, 2008 ರಲ್ಲಿ ಪಂಪ, ರನ್ನ, ಪೊನ್ನ ಬಗ್ಗೆ ಮತ್ತು ಭಾಷೆಯ ಕುರಿತು ವಿವರಿಸಿದರು. ಭಾಷೆಯನ್ನು ಗೌರವಿಸುವ, ಸಂರಕ್ಷಿಸುವ ಮತ್ತು ಬೆಳೆಸುವ ಮಹತ್ವವನ್ನು ಕುರಿತು ಹೇಳಿದರು. ಲೇಖಕರ ಕೊಡುಗೆ ಅಪಾರ ಎನ್ನುತ್ತಾ, ಡಾ. ಬೇಂದ್ರೆ, ಕುವೆಂಪು, ಮಾಸ್ತಿ ವೆಂಕಟೇಶ ಅಯ್ಯಂಗಾರ್, ಡಿ.ವಿ.ಜಿ. ಮೊದಲಾದವರ ಕನ್ನಡ ಸೇವೆಗಳನ್ನು ಸ್ಮರಿಸಿದರು. ಕಾರ್ಯಕ್ರಮದಲ್ಲಿ ಶಾಸ್ತ್ರೀಯ ಕನ್ನಡ ಅಧ್ಯಯನ ಕೇಂದ್ರದ ಯೋಜನಾ ನಿರ್ದೇಶಕರು, ಪ್ರಾಧ್ಯಾಪಕರು, ಸಿಬ್ಬಂದಿ ವರ್ಗ ಹಾಗೂ ವಿದ್ಯಾರ್ಥಿಗಳು ಉಪಸ್ಥಿತರಿದ್ದರು. ಡಾ. ಪ್ರೇಮ ಕುಮಾರ್ ಕಾರ್ಯಕ್ರಮದಲ್ಲಿ ಉಪಸ್ಥಿತರಿದ್ದರು.: [901, 197, 1198, 651]
- notice-table-cell: 4/2: [1040, 2320, 1088, 2331]
- notice-table-header-cell: ಮಹಾ ಯೋಜನೆಯ ಪ್ರಕಾರ ಭೂ ಉಪಯೋಗ: [1155, 2305, 1337, 2320]
